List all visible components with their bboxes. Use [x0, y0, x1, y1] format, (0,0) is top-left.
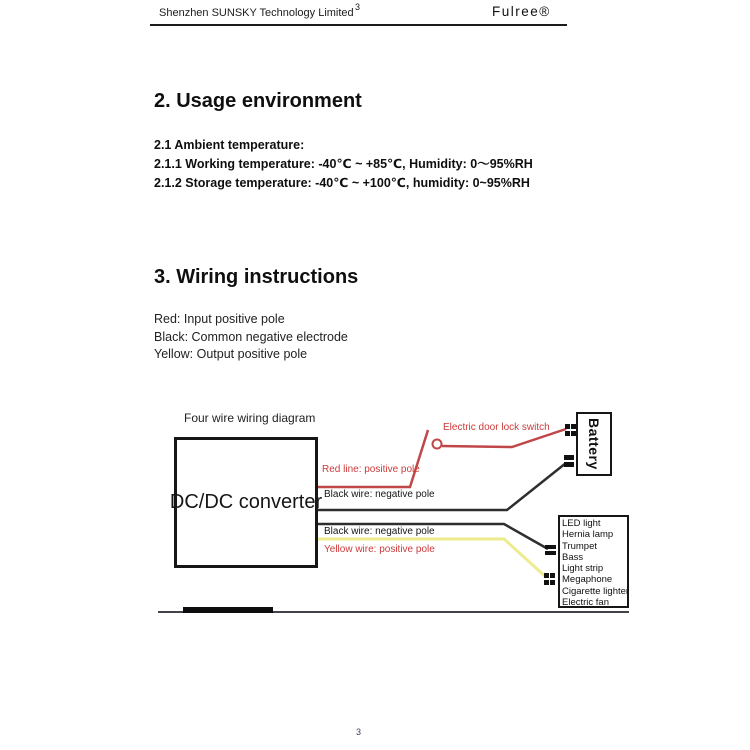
- diagram-caption: Four wire wiring diagram: [184, 411, 316, 425]
- black-wire-label-2: Black wire: negative pole: [324, 526, 435, 537]
- red-wire-path: [318, 430, 428, 487]
- wiring-line-black: Black: Common negative electrode: [154, 329, 348, 344]
- load-devices-box: [558, 515, 629, 608]
- black-wire-label-1: Black wire: negative pole: [324, 489, 435, 500]
- dcdc-converter-box: [169, 437, 323, 568]
- footer-page-number: 3: [356, 727, 362, 737]
- load-positive-terminal-icon: [544, 573, 555, 585]
- device-list-item: Electric fan: [562, 597, 609, 609]
- device-list-item: Cigarette lighter: [562, 585, 630, 597]
- ground-bar-icon: [183, 607, 273, 613]
- section-wiring-title: 3. Wiring instructions: [154, 266, 359, 288]
- usage-line-storage: 2.1.2 Storage temperature: -40℃ ~ +100℃, humidity: 0~95%RH: [154, 176, 530, 190]
- device-list-item: LED light: [562, 518, 601, 529]
- device-list-item: Light strip: [562, 563, 604, 575]
- usage-line-working: 2.1.1 Working temperature: -40℃ ~ +85℃, Humidity: 0～95%RH: [154, 157, 533, 171]
- load-negative-terminal-icon: [545, 545, 556, 555]
- red-wire-label: Red line: positive pole: [322, 464, 420, 475]
- header-company-name: Shenzhen SUNSKY Technology Limited: [159, 7, 354, 19]
- device-list-item: Bass: [562, 551, 584, 563]
- device-list-item: Megaphone: [562, 574, 613, 586]
- battery-negative-terminal-icon: [564, 455, 574, 467]
- header-superscript: 3: [355, 2, 361, 12]
- dcdc-converter-label: DC/DC converter: [169, 491, 323, 513]
- door-lock-switch-icon: [433, 440, 442, 449]
- header-brand-logo: Fulree®: [492, 4, 551, 19]
- switch-label: Electric door lock switch: [443, 422, 550, 433]
- section-usage-title: 2. Usage environment: [154, 90, 362, 112]
- yellow-wire-label: Yellow wire: positive pole: [324, 544, 435, 555]
- wiring-line-yellow: Yellow: Output positive pole: [154, 347, 308, 361]
- usage-line-ambient: 2.1 Ambient temperature:: [154, 138, 305, 152]
- battery-box: [576, 412, 612, 476]
- battery-positive-terminal-icon: [565, 424, 576, 436]
- wiring-line-red: Red: Input positive pole: [154, 312, 285, 326]
- battery-label: Battery: [586, 418, 602, 470]
- device-list-item: Hernia lamp: [562, 529, 614, 541]
- device-list-item: Trumpet: [562, 540, 598, 552]
